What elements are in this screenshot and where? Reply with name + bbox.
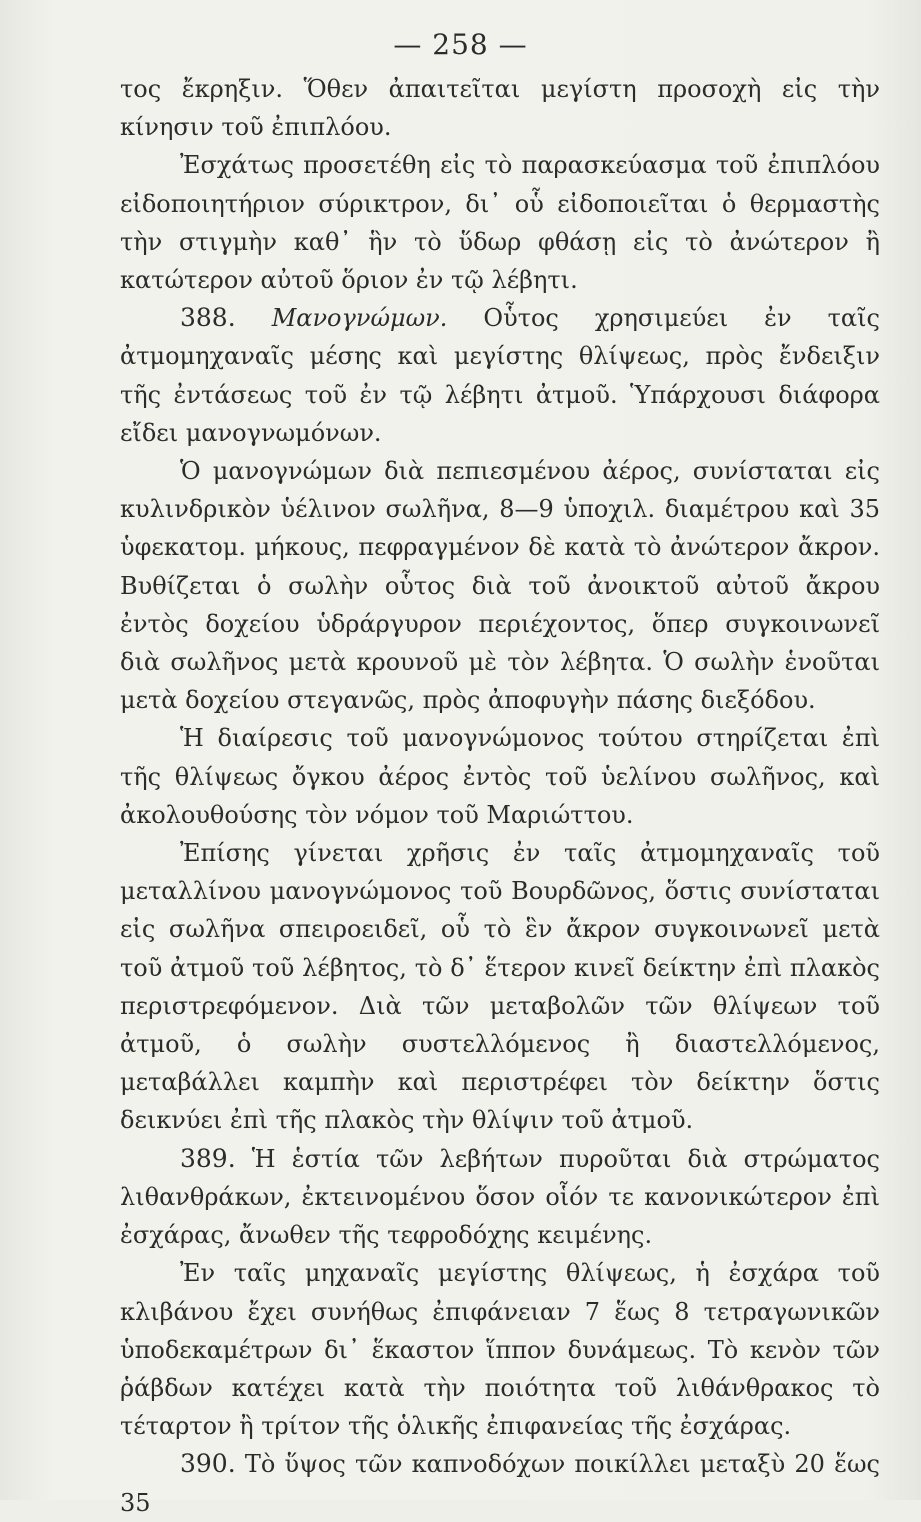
body-text bbox=[120, 70, 880, 1522]
paragraph-text: τος ἔκρηξιν. Ὅθεν ἀπαιτεῖται μεγίστη προσοχὴ εἰς τὴν κίνησιν τοῦ ἐπιπλόου. bbox=[120, 75, 880, 142]
paragraph-text: Ἐν ταῖς μηχαναῖς μεγίστης θλίψεως, ἡ ἐσχάρα τοῦ κλιβάνου ἔχει συνήθως ἐπιφάνειαν 7 ἕως 8 τετραγωνικῶν ὑποδεκαμέτρων δι᾿ ἕκαστον ἵππον δυνάμεως. Τὸ κενὸν τῶν ῥάβδων κατέχει κατὰ τὴν ποιότητα τοῦ λιθάνθρακος τὸ τέταρτον ἢ τρίτον τῆς ὁλικῆς ἐπιφανείας τῆς ἐσχάρας. bbox=[120, 1259, 880, 1441]
paragraph-air-manometer bbox=[120, 452, 880, 719]
section-number: 390. bbox=[180, 1449, 236, 1479]
paragraph-text: Ἡ διαίρεσις τοῦ μανογνώμονος τούτου στηρίζεται ἐπὶ τῆς θλίψεως ὄγκου ἀέρος ἐντὸς τοῦ ὑελίνου σωλῆνος, καὶ ἀκολουθούσης τὸν νόμον τοῦ Μαριώττου. bbox=[120, 724, 880, 829]
paragraph-text: Ἡ ἑστία τῶν λεβήτων πυροῦται διὰ στρώματος λιθανθράκων, ἐκτεινομένου ὅσον οἷόν τε κανονικώτερον ἐπὶ ἐσχάρας, ἄνωθεν τῆς τεφροδόχης κειμένης. bbox=[120, 1144, 880, 1250]
paragraph-sirene bbox=[120, 146, 880, 299]
section-term: Μανογνώμων. bbox=[271, 304, 448, 333]
paragraph-mariotte bbox=[120, 719, 880, 834]
paragraph-text: Τὸ ὕψος τῶν καπνοδόχων ποικίλλει μεταξὺ 20 ἕως 35 bbox=[120, 1450, 880, 1517]
page-number: — 258 — bbox=[393, 28, 528, 61]
paragraph-388 bbox=[120, 299, 880, 452]
paragraph-bourdon bbox=[120, 834, 880, 1140]
paragraph-389 bbox=[120, 1140, 880, 1255]
paragraph-grate bbox=[120, 1254, 880, 1445]
section-number: 388. bbox=[180, 303, 236, 333]
paragraph-390 bbox=[120, 1445, 880, 1521]
paragraph-text: Ὁ μανογνώμων διὰ πεπιεσμένου ἀέρος, συνίσταται εἰς κυλινδρικὸν ὑέλινον σωλῆνα, 8—9 ὑποχιλ. διαμέτρου καὶ 35 ὑφεκατομ. μήκους, πεφραγμένον δὲ κατὰ τὸ ἀνώτερον ἄκρον. Βυθίζεται ὁ σωλὴν οὗτος διὰ τοῦ ἀνοικτοῦ αὐτοῦ ἄκρου ἐντὸς δοχείου ὑδράργυρον περιέχοντος, ὅπερ συγκοινωνεῖ διὰ σωλῆνος μετὰ κρουνοῦ μὲ τὸν λέβητα. Ὁ σωλὴν ἑνοῦται μετὰ δοχείου στεγανῶς, πρὸς ἀποφυγὴν πάσης διεξόδου. bbox=[120, 457, 880, 715]
paragraph-text: Ἐπίσης γίνεται χρῆσις ἐν ταῖς ἀτμομηχαναῖς τοῦ μεταλλίνου μανογνώμονος τοῦ Βουρδῶνος, ὅστις συνίσταται εἰς σωλῆνα σπειροειδεῖ, οὗ τὸ ἓν ἄκρον συγκοινωνεῖ μετὰ τοῦ ἀτμοῦ τοῦ λέβητος, τὸ δ᾿ ἕτερον κινεῖ δείκτην ἐπὶ πλακὸς περιστρεφόμενον. Διὰ τῶν μεταβολῶν τῶν θλίψεων τοῦ ἀτμοῦ, ὁ σωλὴν συστελλόμενος ἢ διαστελλόμενος, μεταβάλλει καμπὴν καὶ περιστρέφει τὸν δείκτην ὅστις δεικνύει ἐπὶ τῆς πλακὸς τὴν θλίψιν τοῦ ἀτμοῦ. bbox=[120, 839, 880, 1135]
paragraph-text: Οὗτος χρησιμεύει ἐν ταῖς ἀτμομηχαναῖς μέσης καὶ μεγίστης θλίψεως, πρὸς ἔνδειξιν τῆς ἐντάσεως τοῦ ἐν τῷ λέβητι ἀτμοῦ. Ὑπάρχουσι διάφορα εἴδει μανογνωμόνων. bbox=[120, 304, 880, 447]
section-number: 389. bbox=[180, 1143, 236, 1173]
paragraph-continuation bbox=[120, 70, 880, 146]
paragraph-text: Ἐσχάτως προσετέθη εἰς τὸ παρασκεύασμα τοῦ ἐπιπλόου εἰδοποιητήριον σύρικτρον, δι᾿ οὗ εἰδοποιεῖται ὁ θερμαστὴς τὴν στιγμὴν καθ᾿ ἣν τὸ ὕδωρ φθάσῃ εἰς τὸ ἀνώτερον ἢ κατώτερον αὐτοῦ ὅριον ἐν τῷ λέβητι. bbox=[120, 151, 880, 295]
